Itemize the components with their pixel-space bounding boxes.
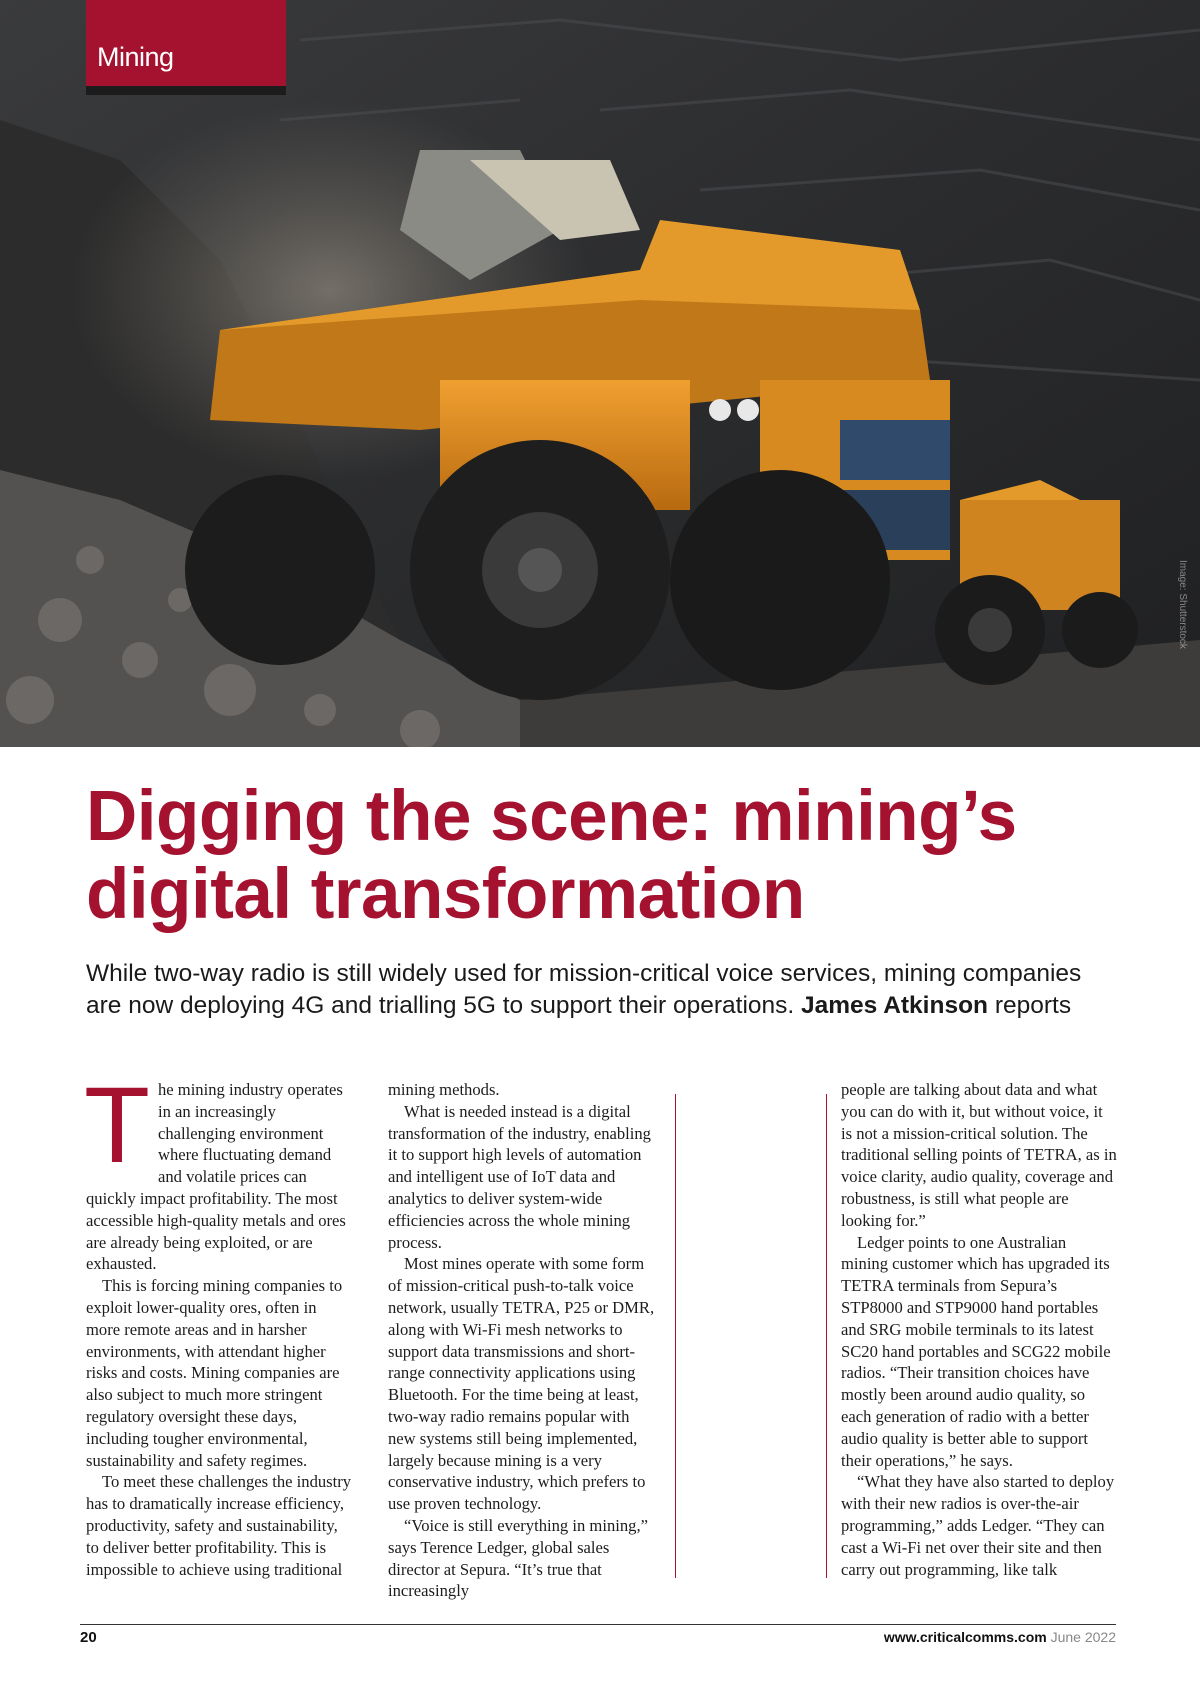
standfirst (86, 958, 1086, 1022)
body-column-2 (388, 1079, 660, 1602)
footer-date: June 2022 (1050, 1629, 1116, 1645)
paragraph: mining methods. (388, 1080, 500, 1099)
footer-publication (884, 1629, 1116, 1645)
section-label: Mining (97, 42, 174, 72)
paragraph (84, 1064, 352, 1275)
author-name: James Atkinson (801, 992, 989, 1019)
headline: Digging the scene: mining’s digital transformation (86, 777, 1017, 934)
paragraph: What is needed instead is a digital transformation of the industry, enabling it to support high levels of automation and intelligent use of IoT data and analytics to deliver system-wide efficiencies across the whole mining process. (388, 1101, 651, 1252)
paragraph-text: he mining industry operates in an increasingly challenging environment where fluctuating demand and volatile prices can quickly impact profitability. The most accessible high-quality metals and ores are already being exploited, or are exhausted. (86, 1080, 346, 1274)
section-tab (86, 0, 286, 95)
column-divider (826, 1094, 827, 1578)
paragraph: “Voice is still everything in mining,” says Terence Ledger, global sales director at Sepura. “It’s true that increasingly (388, 1515, 648, 1601)
body-column-1 (84, 1064, 352, 1580)
page-number: 20 (80, 1629, 97, 1646)
paragraph: “What they have also started to deploy with their new radios is over-the-air programming,” adds Ledger. “They can cast a Wi-Fi net over their site and then carry out programming, like talk (841, 1472, 1115, 1579)
footer-url[interactable]: www.criticalcomms.com (883, 1629, 1047, 1645)
photo-credit: Image: Shutterstock (1177, 560, 1188, 649)
standfirst-text: While two-way radio is still widely used for mission-critical voice services, mining companies are now deploying 4G and trialling 5G to support their operations. (86, 960, 1082, 1019)
body-column-3 (841, 1079, 1117, 1580)
second-haul-truck (935, 480, 1138, 685)
hero-photo (0, 0, 1200, 747)
dropcap: T (84, 1064, 150, 1185)
column-divider (675, 1094, 676, 1578)
paragraph: Ledger points to one Australian mining customer which has upgraded its TETRA terminals from Sepura’s STP8000 and STP9000 hand portables and SRG mobile terminals to its latest SC20 hand portables and SCG22 mobile radios. “Their transition choices have mostly been around audio quality, so each generation of radio with a better audio quality is better able to support their operations,” he says. (841, 1232, 1111, 1470)
standfirst-suffix: reports (994, 992, 1072, 1019)
paragraph: To meet these challenges the industry has to dramatically increase efficiency, productivity, safety and sustainability, to deliver better profitability. This is impossible to achieve using traditional (86, 1472, 352, 1579)
paragraph: people are talking about data and what you can do with it, but without voice, it is not a mission-critical solution. The traditional selling points of TETRA, as in voice clarity, audio quality, coverage and robustness, is still what people are looking for.” (841, 1080, 1117, 1230)
footer-rule (80, 1624, 1116, 1625)
mining-truck-illustration (0, 0, 1200, 747)
paragraph: This is forcing mining companies to exploit lower-quality ores, often in more remote areas and in harsher environments, with attendant higher risks and costs. Mining companies are also subject to much more stringent regulatory oversight these days, including tougher environmental, sustainability and safety regimes. (86, 1276, 343, 1470)
paragraph: Most mines operate with some form of mission-critical push-to-talk voice network, usually TETRA, P25 or DMR, along with Wi-Fi mesh networks to support data transmissions and short-range connectivity applications using Bluetooth. For the time being at least, two-way radio remains popular with new systems still being implemented, largely because mining is a very conservative industry, which prefers to use proven technology. (388, 1254, 655, 1514)
